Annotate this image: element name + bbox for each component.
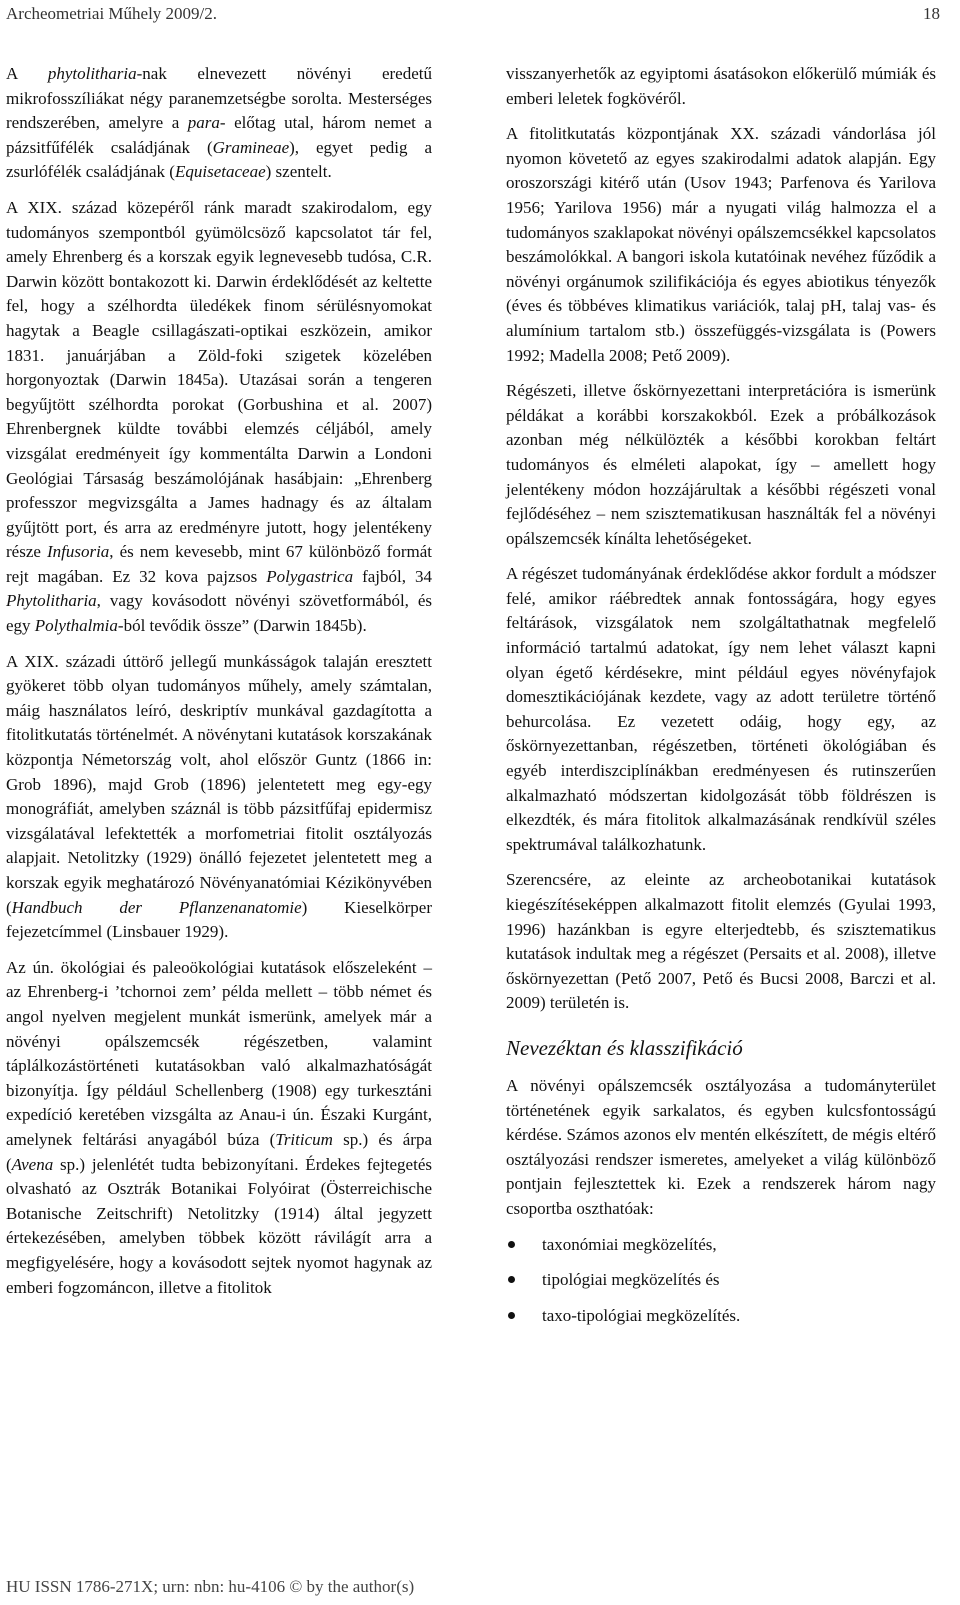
list-item-text: tipológiai megközelítés és [542, 1270, 720, 1290]
paragraph: A növényi opálszemcsék osztályozása a tudományterület történetének egyik sarkalatos, és egyben kulcsfontosságú kérdése. Számos azonos elv mentén elkészített, de mégis eltérő osztályozási rendszer ismeretes, amelyeket a világ különböző pontjain fejlesztettek ki. Ezek a rendszerek három nagy csoportba oszthatóak: [506, 1075, 936, 1218]
italic-term: Polygastrica [266, 566, 354, 586]
paragraph: visszanyerhetők az egyiptomi ásatásokon előkerülő múmiák és emberi leletek fogkövéről. [506, 64, 936, 108]
paragraph: A XIX. századi úttörő jellegű munkásságok talaján eresztett gyökeret több olyan tudományos műhely, amely számtalan, máig használatos leíró, deskriptív munkával gazdagította a fitolitkutatás történelmét. A növénytani kutatások korszakának központja Németország volt, ahol először Guntz (1866 in: Grob 1896), majd Grob (1896) jelentetett meg egy-egy monográfiát, amelyben száznál is több pázsitfűfaj epidermisz vizsgálatával lefektették a morfometriai fitolit osztályozás alapjait. Netolitzky (1929) önálló fejezetet jelentetett meg a korszak egyik meghatározó Növényanatómiai Kézikönyvében (Handbuch der Pflanzenanatomie) Kieselkörper fejezetcímmel (Linsbauer 1929). [6, 651, 432, 942]
paragraph: A fitolitkutatás központjának XX. századi vándorlása jól nyomon követető az egyes szakirodalmi adatok alapján. Egy oroszországi kitérő után (Usov 1943; Parfenova és Yarilova 1956; Yarilova 1956) már a nyugati világ halmozza el a tudományos szaklapokat növényi opálszemcsékkel kapcsolatos beszámolókkal. A bangori iskola kutatóinak nevéhez fűződik a növényi orgánumok szilifikációja és egyes abiotikus tényezők (éves és többéves klimatikus variációk, talaj pH, talaj vas- és alumínium tartalom stb.) összefüggés-vizsgálata is (Powers 1992; Madella 2008; Pető 2009). [506, 124, 936, 365]
paragraph: Szerencsére, az eleinte az archeobotanikai kutatások kiegészítéseképpen alkalmazott fitolit elemzés (Gyulai 1993, 1996) hazánkban is egyre elterjedtebb, és szisztematikus kutatások indultak meg a régészet (Persaits et al. 2008), illetve őskörnyezettan (Pető 2007, Pető és Bucsi 2008, Barczi et al. 2009) területén is. [506, 870, 936, 1013]
paragraph: A XIX. század közepéről ránk maradt szakirodalom, egy tudományos szempontból gyümölcsöző kapcsolatot tár fel, amely Ehrenberg és a korszak egyik legnevesebb tudósa, C.R. Darwin között bontakozott ki. Darwin érdeklődését az keltette fel, hogy a szélhordta üledékek finom sérülésnyomokat hagytak a Beagle csillagászati-optikai eszközein, amikor 1831. januárjában a Zöld-foki szigetek közelében horgonyoztak (Darwin 1845a). Utazásai során a tengeren begyűjtött szélhordta porokat (Gorbushina et al. 2007) Ehrenbergnek küldte további elemzés céljából, amely vizsgálat eredményeit így kommentálta Darwin a Londoni Geológiai Társaság beszámolójának hasábjain: „Ehrenberg professzor megvizsgálta a James hadnagy és az általam gyűjtött port, és arra az eredményre jutott, hogy jelentékeny része Infusoria, és nem kevesebb, mint 67 különböző formát rejt magában. Ez 32 kova pajzsos Polygastrica fajból, 34 Phytolitharia, vagy kovásodott növényi szövetformából, és egy Polythalmia-ból tevődik össze” (Darwin 1845b). [6, 197, 432, 636]
italic-term: Phytolitharia [6, 591, 97, 611]
italic-term: Triticum [275, 1129, 333, 1149]
right-column [506, 62, 936, 1339]
italic-term: phytolitharia [47, 64, 137, 83]
page-number: 18 [923, 4, 940, 23]
list-item-text: taxo-tipológiai megközelítés. [542, 1305, 741, 1325]
left-column [6, 62, 432, 1300]
italic-term: Avena [11, 1154, 54, 1174]
paragraph: Az ún. ökológiai és paleoökológiai kutatások előszeleként – az Ehrenberg-i ’tchornoi zem’ példa mellett – több német és angol nyelven megjelent munkát ismerünk, amelyek már a növényi opálszemcsék régészetben, valamint táplálkozástörténeti kutatásokban való alkalmazhatóságát bizonyítja. Így például Schellenberg (1908) egy turkesztáni expedíció keretében vizsgálta az Anau-i ún. Északi Kurgánt, amelynek feltárási anyagából búza (Triticum sp.) és árpa (Avena sp.) jelenlétét tudta bebizonyítani. Érdekes fejtegetés olvasható az Osztrák Botanikai Folyóirat (Österreichische Botanische Zeitschrift) Netolitzky (1914) által jegyzett értekezésében, amelyben többek között rávilágít arra a megfigyelésére, hogy a kovásodott sejtek nyomot hagynak az emberi fogzománcon, illetve a fitolitok [6, 957, 432, 1297]
bullet-list [506, 1233, 936, 1329]
italic-term: para- [187, 113, 226, 133]
paragraph: A régészet tudományának érdeklődése akkor fordult a módszer felé, amikor ráébredtek annak fontosságára, hogy egyes feltárások, vizsgálatok nem szolgáltathatnak megfelelő információ tartalmú adatokat, így nem lehet választ kapni olyan égető kérdésekre, mint például egyes növényfajok domesztikációjának kezdete, vagy az adott területre történő behurcolása. Ez vezetett odáig, hogy egy, az őskörnyezettanban, régészetben, történeti ökológiában és egyéb interdiszciplínákban eredményesen és rutinszerűen alkalmazható módszertan kidolgozását több földrészen is elkezdték, és mára fitolitok alkalmazásának rendkívül széles spektrumával találkozhatunk. [506, 564, 936, 854]
list-item [506, 1268, 936, 1293]
footer-issn: HU ISSN 1786-271X; urn: nbn: hu-4106 © by the author(s) [6, 1577, 415, 1596]
italic-term: Gramineae [212, 137, 290, 157]
paragraph: Régészeti, illetve őskörnyezettani interpretációra is ismerünk példákat a korábbi korszakokból. Ezek a próbálkozások azonban még nélkülözték a későbbi korokban feltárt tudományos és elméleti alapokat, így – amellett hogy jelentékeny módon hozzájárultak a későbbi régészeti vonal fejlődéséhez – nem szisztematikusan használták fel a növényi opálszemcsék kínálta lehetőségeket. [506, 381, 936, 548]
italic-term: Equisetaceae [174, 162, 266, 182]
list-item-text: taxonómiai megközelítés, [542, 1234, 717, 1254]
journal-title: Archeometriai Műhely 2009/2. [6, 4, 218, 23]
list-item [506, 1233, 936, 1258]
bullet-icon [508, 1276, 515, 1283]
bullet-icon [508, 1241, 515, 1248]
running-header [6, 4, 940, 26]
italic-term: Polythalmia [34, 616, 118, 636]
italic-term: Infusoria [46, 542, 110, 562]
paragraph: A phytolitharia-nak elnevezett növényi eredetű mikrofosszíliákat négy paranemzetségbe sorolta. Mesterséges rendszerében, amelyre a para- előtag utal, három nemet a pázsitfűfélék családjának (Gramineae), egyet pedig a zsurlófélék családjának (Equisetaceae) szentelt. [6, 64, 432, 182]
list-item [506, 1304, 936, 1329]
section-heading: Nevezéktan és klasszifikáció [506, 1035, 743, 1060]
italic-term: Handbuch der Pflanzenanatomie [11, 897, 302, 917]
bullet-icon [508, 1312, 515, 1319]
